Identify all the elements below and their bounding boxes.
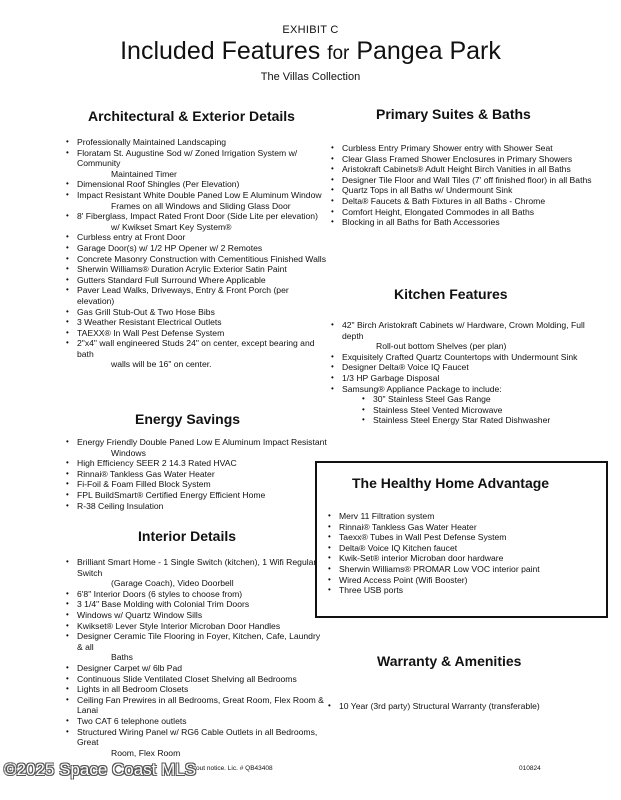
list-item-text: 2"x4" wall engineered Studs 24" on center, except bearing and bath — [77, 338, 315, 359]
mls-watermark: ©2025 Space Coast MLS — [4, 760, 197, 779]
list-item: • Garage Door(s) w/ 1/2 HP Opener w/ 2 Remotes — [66, 243, 328, 254]
architectural-heading: Architectural & Exterior Details — [88, 108, 295, 124]
list-item-continuation: (Garage Coach), Video Doorbell — [111, 578, 234, 589]
title-part2: Pangea Park — [349, 37, 501, 65]
list-item — [66, 727, 328, 759]
primary-list — [331, 143, 593, 228]
list-item: • Quartz Tops in all Baths w/ Undermount Sink — [331, 185, 593, 196]
list-item — [66, 190, 328, 211]
list-item: • Sherwin Williams® Duration Acrylic Exterior Satin Paint — [66, 264, 328, 275]
list-item-text: Structured Wiring Panel w/ RG6 Cable Outlets in all Bedrooms, Great — [77, 726, 318, 748]
list-item: • Three USB ports — [328, 585, 598, 596]
kitchen-heading: Kitchen Features — [394, 286, 508, 302]
list-item: • Curbless entry at Front Door — [66, 232, 328, 243]
healthy-heading: The Healthy Home Advantage — [352, 475, 550, 491]
list-item: • Concrete Masonry Construction with Cementitious Finished Walls — [66, 254, 328, 265]
list-item: • 30" Stainless Steel Gas Range — [331, 394, 601, 405]
list-item-text: Impact Resistant White Double Paned Low E Aluminum Window — [77, 189, 322, 200]
list-item: • Comfort Height, Elongated Commodes in all Baths — [331, 207, 593, 218]
list-item: • 1/3 HP Garbage Disposal — [331, 373, 601, 384]
list-item: • 3 1/4" Base Molding with Colonial Trim Doors — [66, 599, 328, 610]
list-item-text: Brilliant Smart Home - 1 Single Switch (kitchen), 1 Wifi Regular Switch — [77, 557, 317, 578]
list-item: • Professionally Maintained Landscaping — [66, 137, 328, 148]
collection-subtitle: The Villas Collection — [260, 71, 361, 83]
document-code: 010824 — [519, 765, 541, 772]
list-item: • Delta® Faucets & Bath Fixtures in all Baths - Chrome — [331, 196, 593, 207]
list-item: • TAEXX® In Wall Pest Defense System — [66, 328, 328, 339]
list-item: • Designer Delta® Voice IQ Faucet — [331, 362, 601, 373]
exhibit-label: EXHIBIT C — [282, 24, 339, 36]
list-item: • Continuous Slide Ventilated Closet Shelving all Bedrooms — [66, 674, 328, 685]
list-item-text: 42" Birch Aristokraft Cabinets w/ Hardware, Crown Molding, Full depth — [342, 320, 585, 341]
list-item-text: Energy Friendly Double Paned Low E Aluminum Impact Resistant — [77, 437, 327, 447]
title-part1: Included Features — [120, 37, 328, 65]
list-item: • 3 Weather Resistant Electrical Outlets — [66, 317, 328, 328]
list-item — [66, 338, 328, 370]
list-item — [66, 211, 328, 232]
list-item: • Delta® Voice IQ Kitchen faucet — [328, 543, 598, 554]
list-item-text: Designer Ceramic Tile Flooring in Foyer, Kitchen, Cafe, Laundry & all — [77, 631, 321, 652]
list-item-continuation: walls will be 16" on center. — [111, 359, 212, 370]
list-item: • Windows w/ Quartz Window Sills — [66, 610, 328, 621]
list-item: • Lights in all Bedroom Closets — [66, 684, 328, 695]
list-item: • Aristokraft Cabinets® Adult Height Birch Vanities in all Baths — [331, 164, 593, 175]
list-item: • Sherwin Williams® PROMAR Low VOC interior paint — [328, 564, 598, 575]
list-item: • 6'8" Interior Doors (6 styles to choose from) — [66, 589, 328, 600]
list-item: • Stainless Steel Vented Microwave — [331, 405, 601, 416]
warranty-list — [328, 701, 598, 712]
list-item: • Merv 11 Filtration system — [328, 511, 598, 522]
list-item: • Paver Lead Walks, Driveways, Entry & Front Porch (per elevation) — [66, 285, 328, 306]
list-item: • Gutters Standard Full Surround Where Applicable — [66, 275, 328, 286]
interior-list — [66, 557, 328, 758]
list-item — [331, 320, 601, 352]
list-item: • Taexx® Tubes in Wall Pest Defense System — [328, 532, 598, 543]
list-item-continuation: Maintained Timer — [111, 168, 177, 179]
list-item: • Clear Glass Framed Shower Enclosures in Primary Showers — [331, 154, 593, 165]
list-item: • R-38 Ceiling Insulation — [66, 501, 328, 512]
list-item: • Designer Carpet w/ 6lb Pad — [66, 663, 328, 674]
interior-heading: Interior Details — [138, 528, 237, 544]
list-item — [66, 148, 328, 180]
list-item-continuation: Roll-out bottom Shelves (per plan) — [376, 341, 507, 352]
list-item: • Designer Tile Floor and Wall Tiles (7' off finished floor) in all Baths — [331, 175, 593, 186]
title-for: for — [327, 43, 350, 64]
list-item-continuation: Room, Flex Room — [111, 747, 181, 758]
list-item: • Stainless Steel Energy Star Rated Dishwasher — [331, 415, 601, 426]
list-item: • Kwikset® Lever Style Interior Microban Door Handles — [66, 621, 328, 632]
list-item-text: 8' Fiberglass, Impact Rated Front Door (Side Lite per elevation) — [77, 211, 318, 222]
list-item: • Fi-Foil & Foam Filled Block System — [66, 479, 328, 490]
list-item: • Kwik-Set® interior Microban door hardware — [328, 553, 598, 564]
list-item-continuation: Frames on all Windows and Sliding Glass Door — [111, 200, 291, 211]
list-item: • FPL BuildSmart® Certified Energy Efficient Home — [66, 490, 328, 501]
list-item: • Wired Access Point (Wifi Booster) — [328, 575, 598, 586]
healthy-list — [328, 511, 598, 596]
architectural-list — [66, 137, 328, 370]
list-item-continuation: Windows — [111, 447, 146, 458]
list-item: • Curbless Entry Primary Shower entry with Shower Seat — [331, 143, 593, 154]
list-item: • Two CAT 6 telephone outlets — [66, 716, 328, 727]
list-item: • Rinnai® Tankless Gas Water Heater — [66, 469, 328, 480]
list-item: • Dimensional Roof Shingles (Per Elevation) — [66, 179, 328, 190]
list-item: • High Efficiency SEER 2 14.3 Rated HVAC — [66, 458, 328, 469]
list-item: • 10 Year (3rd party) Structural Warranty (transferable) — [328, 701, 598, 712]
list-item — [66, 437, 328, 458]
list-item: • Samsung® Appliance Package to include: — [331, 384, 601, 395]
list-item — [66, 557, 328, 589]
kitchen-list — [331, 320, 601, 426]
list-item-text: Floratam St. Augustine Sod w/ Zoned Irrigation System w/ Community — [77, 147, 298, 169]
list-item: • Blocking in all Baths for Bath Accessories — [331, 217, 593, 228]
list-item: • Rinnai® Tankless Gas Water Heater — [328, 522, 598, 533]
license-text: out notice. Lic. # QB43408 — [196, 765, 273, 772]
list-item: • Ceiling Fan Prewires in all Bedrooms, Great Room, Flex Room & Lanai — [66, 695, 328, 716]
energy-list — [66, 437, 328, 511]
warranty-heading: Warranty & Amenities — [377, 653, 522, 669]
list-item: • Gas Grill Stub-Out & Two Hose Bibs — [66, 307, 328, 318]
page-title — [0, 37, 621, 66]
list-item-continuation: Baths — [111, 652, 133, 663]
list-item — [66, 631, 328, 663]
list-item: • Exquisitely Crafted Quartz Countertops with Undermount Sink — [331, 352, 601, 363]
energy-heading: Energy Savings — [135, 411, 241, 427]
list-item-continuation: w/ Kwikset Smart Key System® — [111, 221, 232, 232]
primary-heading: Primary Suites & Baths — [376, 106, 531, 122]
